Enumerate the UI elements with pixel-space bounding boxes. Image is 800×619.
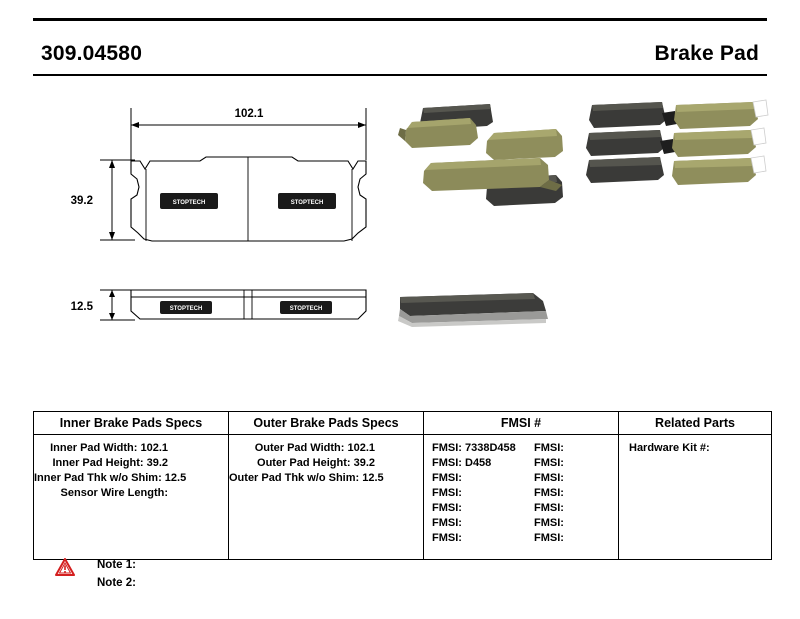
product-name: Brake Pad	[654, 42, 759, 65]
brand-plate-side-left	[160, 301, 212, 314]
fmsi-row	[432, 471, 618, 486]
thickness-dimension	[100, 290, 135, 320]
cell-fmsi	[424, 435, 619, 560]
note-1: Note 1:	[97, 559, 136, 571]
column-header-fmsi: FMSI #	[424, 412, 619, 435]
column-header-outer-specs: Outer Brake Pads Specs	[229, 412, 424, 435]
note-2: Note 2:	[97, 577, 136, 589]
svg-text:STOPTECH: STOPTECH	[289, 306, 323, 312]
fmsi-right: FMSI:	[534, 532, 564, 544]
fmsi-right: FMSI:	[534, 442, 564, 454]
pad-photo-group-stacked	[586, 100, 768, 185]
fmsi-left: FMSI:	[432, 472, 462, 484]
fmsi-row	[432, 501, 618, 516]
fmsi-right: FMSI:	[534, 457, 564, 469]
column-header-related-parts: Related Parts	[619, 412, 772, 435]
thickness-dimension-label: 12.5	[70, 301, 93, 313]
fmsi-left: FMSI:	[432, 517, 462, 529]
fmsi-left: FMSI:	[432, 532, 462, 544]
height-dimension-label: 39.2	[70, 195, 93, 207]
notes-section	[55, 556, 355, 592]
part-number: 309.04580	[41, 42, 143, 65]
outer-pad-height: Outer Pad Height: 39.2	[257, 457, 375, 469]
cell-related-parts	[619, 435, 772, 560]
outer-pad-width: Outer Pad Width: 102.1	[254, 442, 375, 454]
sensor-wire-length: Sensor Wire Length:	[60, 487, 168, 499]
pad-photo-group-front	[398, 104, 563, 206]
brand-plate-right	[278, 193, 336, 209]
fmsi-right: FMSI:	[534, 502, 564, 514]
table-header-row	[34, 412, 772, 435]
fmsi-left: FMSI: D458	[432, 457, 492, 469]
fmsi-right: FMSI:	[534, 472, 564, 484]
cell-outer-specs	[229, 435, 424, 560]
outer-pad-thickness: Outer Pad Thk w/o Shim: 12.5	[229, 472, 384, 484]
height-dimension	[100, 160, 135, 240]
fmsi-row	[432, 456, 618, 471]
table-body-row	[34, 435, 772, 560]
svg-text:STOPTECH: STOPTECH	[172, 200, 206, 206]
fmsi-row	[432, 486, 618, 501]
specs-table	[33, 411, 767, 560]
fmsi-right: FMSI:	[534, 517, 564, 529]
fmsi-right: FMSI:	[534, 487, 564, 499]
warning-icon	[55, 558, 75, 576]
svg-text:STOPTECH: STOPTECH	[169, 306, 203, 312]
inner-pad-height: Inner Pad Height: 39.2	[52, 457, 168, 469]
fmsi-left: FMSI:	[432, 502, 462, 514]
brand-plate-side-right	[280, 301, 332, 314]
hardware-kit-number: Hardware Kit #:	[629, 442, 710, 454]
sheet-header	[33, 18, 767, 65]
brand-plate-left	[160, 193, 218, 209]
header-top-rule	[33, 18, 767, 21]
fmsi-row	[432, 441, 618, 456]
fmsi-left: FMSI:	[432, 487, 462, 499]
inner-pad-thickness: Inner Pad Thk w/o Shim: 12.5	[34, 472, 187, 484]
column-header-inner-specs: Inner Brake Pads Specs	[34, 412, 229, 435]
inner-pad-width: Inner Pad Width: 102.1	[50, 442, 168, 454]
fmsi-left: FMSI: 7338D458	[432, 442, 516, 454]
fmsi-row	[432, 516, 618, 531]
svg-text:STOPTECH: STOPTECH	[290, 200, 324, 206]
fmsi-row	[432, 531, 618, 546]
cell-inner-specs	[34, 435, 229, 560]
technical-drawing	[0, 75, 800, 385]
pad-photo-side	[398, 293, 548, 327]
width-dimension-label: 102.1	[234, 108, 264, 120]
